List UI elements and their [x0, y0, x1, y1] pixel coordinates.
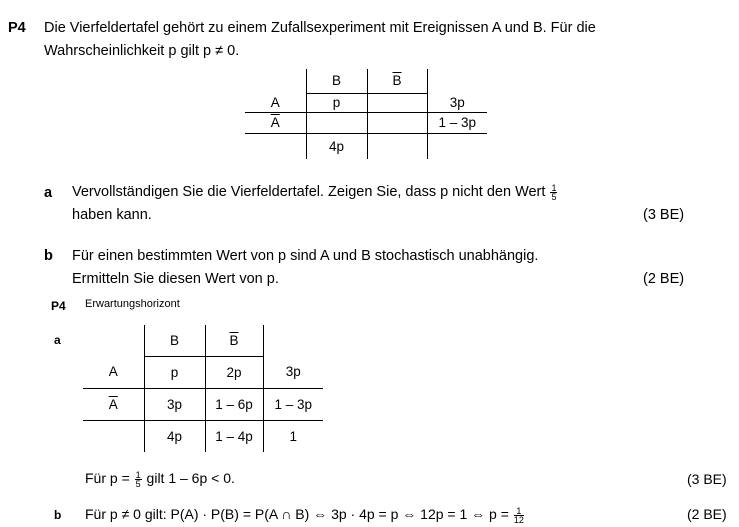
part-a-frac-num: 1	[551, 182, 557, 193]
task-table-row-A: A	[245, 93, 306, 112]
sol-table-header-B: B	[144, 325, 205, 356]
solution-a-frac-num: 1	[135, 469, 141, 480]
solution-a-prefix: Für p =	[85, 470, 130, 486]
task-table-cell-A-B: p	[306, 93, 367, 112]
sol-table-cell-A-notB: 2p	[205, 356, 263, 388]
solution-b-text	[85, 505, 525, 524]
sol-table-cell-A-B: p	[144, 356, 205, 388]
solution-b-fraction	[514, 507, 524, 524]
task-four-field-table	[245, 69, 487, 159]
solution-a-points: (3 BE)	[687, 471, 727, 487]
part-a-line1-text: Vervollständigen Sie die Vierfeldertafel. Zeigen Sie, dass p nicht den Wert	[72, 184, 546, 200]
part-a-frac-den: 5	[551, 191, 557, 202]
task-intro-line1: Die Vierfeldertafel gehört zu einem Zufallsexperiment mit Ereignissen A und B. Für die	[44, 20, 596, 36]
part-b-letter: b	[44, 248, 53, 264]
sol-table-cell-notA-notB: 1 – 6p	[205, 388, 263, 420]
task-table-cell-notB-total	[367, 133, 427, 159]
intro-line2-math: p ≠ 0	[203, 43, 236, 59]
solution-a-letter: a	[54, 333, 61, 347]
part-a-line2: haben kann.	[72, 207, 152, 223]
sol-table-cell-notB-total: 1 – 4p	[205, 420, 263, 452]
sol-table-cell-B-total: 4p	[144, 420, 205, 452]
sol-table-row-total	[83, 420, 144, 452]
task-table-cell-notA-B	[306, 112, 367, 133]
task-table-cell-A-total: 3p	[427, 93, 487, 112]
task-label: P4	[8, 20, 26, 36]
sol-table-corner	[83, 325, 144, 356]
task-table-cell-notA-total: 1 – 3p	[427, 112, 487, 133]
sol-table-header-notB	[205, 325, 263, 356]
sol-table-header-total	[263, 325, 323, 356]
task-table-row-notA-text: $\overline{A}$	[270, 115, 280, 130]
solution-b-letter: b	[54, 508, 62, 522]
solution-a-suffix: gilt 1 – 6p < 0.	[146, 470, 235, 486]
solution-title: Erwartungshorizont	[85, 298, 180, 310]
task-table-cell-notA-notB	[367, 112, 427, 133]
solution-a-frac-den: 5	[135, 478, 141, 489]
sol-table-row-notA-text: $\overline{A}$	[108, 396, 118, 412]
task-table-header-B: B	[306, 69, 367, 93]
task-table-cell-B-total: 4p	[306, 133, 367, 159]
task-table-cell-grand-total	[427, 133, 487, 159]
part-a-letter: a	[44, 185, 53, 201]
task-table-header-notB	[367, 69, 427, 93]
solution-a-text	[85, 469, 235, 488]
task-table-header-notB-text: $\overline{B}$	[392, 73, 402, 89]
sol-table-row-notA	[83, 388, 144, 420]
sol-table-cell-notA-B: 3p	[144, 388, 205, 420]
task-table-row-notA	[245, 112, 306, 133]
task-table-cell-A-notB	[367, 93, 427, 112]
part-a-fraction	[550, 184, 557, 201]
part-a-line1	[72, 183, 558, 201]
part-b-line2: Ermitteln Sie diesen Wert von p.	[72, 271, 279, 287]
sol-table-row-A: A	[83, 356, 144, 388]
task-table-corner	[245, 69, 306, 93]
task-table-header-total	[427, 69, 487, 93]
task-intro-line2	[44, 42, 239, 60]
task-table-row-total	[245, 133, 306, 159]
sol-table-cell-notA-total: 1 – 3p	[263, 388, 323, 420]
part-a-points: (3 BE)	[643, 207, 685, 223]
solution-four-field-table	[83, 325, 323, 452]
part-b-points: (2 BE)	[643, 271, 685, 287]
sol-table-header-notB-text: $\overline{B}$	[229, 332, 239, 348]
solution-a-fraction	[135, 471, 142, 488]
solution-b-points: (2 BE)	[687, 506, 727, 522]
solution-b-frac-num: 1	[514, 507, 524, 516]
solution-b-frac-den: 12	[513, 514, 524, 525]
intro-line2-suffix: .	[235, 43, 240, 59]
intro-line2-prefix: Wahrscheinlichkeit p gilt	[44, 43, 199, 59]
sol-table-cell-A-total: 3p	[263, 356, 323, 388]
solution-b-equation: Für p ≠ 0 gilt: P(A) · P(B) = P(A ∩ B) ⇔ 3p · 4p = p ⇔ 12p = 1 ⇔ p =	[85, 506, 509, 522]
sol-table-cell-grand-total: 1	[289, 428, 297, 444]
solution-label: P4	[51, 299, 66, 313]
part-b-line1: Für einen bestimmten Wert von p sind A und B stochastisch unabhängig.	[72, 248, 539, 264]
